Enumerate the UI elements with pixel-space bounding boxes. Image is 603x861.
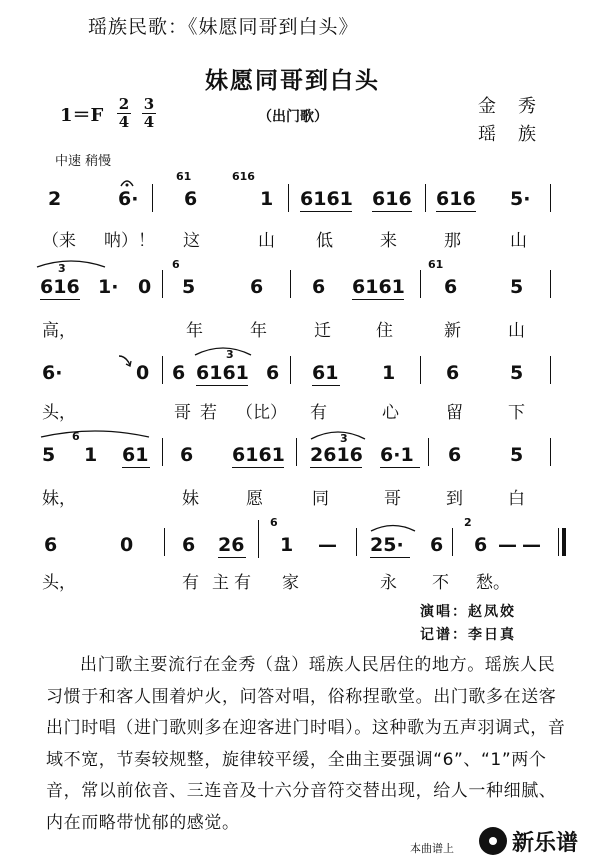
note: — — [498, 534, 517, 556]
barline — [290, 270, 291, 298]
grace-note: 61 — [428, 258, 444, 271]
note: 6 — [474, 534, 488, 556]
grace-note: 61 — [176, 170, 192, 183]
note: 1· — [98, 276, 119, 298]
underline — [312, 385, 340, 386]
note: 5· — [510, 188, 531, 210]
underline — [352, 299, 404, 300]
note: 1 — [382, 362, 396, 384]
barline — [452, 528, 453, 556]
fermata-icon — [120, 178, 134, 188]
lyric: 到 — [446, 489, 463, 509]
note: 5 — [510, 362, 524, 384]
underline — [40, 299, 80, 300]
lyric: （比） — [236, 403, 287, 423]
note: 0 — [138, 276, 152, 298]
lyric: 来 — [380, 231, 397, 251]
barline — [550, 356, 551, 384]
notation-row-5 — [0, 514, 603, 594]
lyric: 这 — [183, 231, 200, 251]
barline — [550, 438, 551, 466]
note: 25· — [370, 534, 404, 556]
note: 6· — [118, 188, 139, 210]
tempo-marking: 中速 稍慢 — [55, 154, 112, 169]
slur — [194, 344, 252, 356]
lyric: 山 — [258, 231, 275, 251]
time-signature-2-4 — [116, 96, 132, 131]
description-paragraph: 出门歌主要流行在金秀（盘）瑶族人民居住的地方。瑶族人民习惯于和客人围着炉火，问答对唱，俗称捏歌堂。出门歌多在送客出门时唱（进门歌则多在迎客进门时唱）。这种歌为五声羽调式，音域不宽，节奏较规整，旋律较平缓，全曲主要强调“6”、“1”两个音，常以前依音、三连音及十六分音符交替出现，给人一种细腻、内在而略带忧郁的感觉。 — [46, 655, 566, 833]
lyric: 同 — [312, 489, 329, 509]
note: 6161 — [300, 188, 353, 210]
triplet-mark: 3 — [340, 432, 348, 445]
note: 616 — [40, 276, 80, 298]
origin-people: 瑶族 — [478, 124, 558, 145]
barline — [162, 438, 163, 466]
barline — [550, 184, 551, 212]
final-barline-thin — [558, 528, 559, 556]
barline — [162, 356, 163, 384]
lyric: 白 — [508, 489, 525, 509]
note: 6·1 — [380, 444, 414, 466]
lyric: 有 — [310, 403, 327, 423]
lyric: 有 — [234, 573, 251, 593]
barline — [420, 356, 421, 384]
origin-place: 金秀 — [478, 96, 558, 117]
lyric: 低 — [316, 231, 333, 251]
lyric: 高， — [42, 321, 76, 341]
note: 6161 — [232, 444, 285, 466]
lyric: 那 — [444, 231, 461, 251]
note: 616 — [372, 188, 412, 210]
lyric: 年 — [186, 321, 203, 341]
slur — [36, 258, 106, 268]
lyric: 若 — [200, 403, 217, 423]
note: 6 — [184, 188, 198, 210]
lyric: 有 — [182, 573, 199, 593]
notation-row-4 — [0, 426, 603, 509]
slur — [40, 428, 150, 438]
underline — [122, 467, 150, 468]
lyric: 下 — [508, 403, 525, 423]
note: 5 — [510, 276, 524, 298]
barline — [425, 184, 426, 212]
lyric: 头， — [42, 403, 76, 423]
glide-arrow-icon — [118, 354, 134, 368]
underline — [218, 557, 246, 558]
lyric: 年 — [250, 321, 267, 341]
time-signature-denominator: 4 — [143, 113, 155, 131]
note: 61 — [122, 444, 149, 466]
key-signature: 1＝F — [60, 105, 104, 126]
grace-note: 2 — [464, 516, 472, 529]
note: 6161 — [352, 276, 405, 298]
note: 0 — [120, 534, 134, 556]
lyric: 新 — [444, 321, 461, 341]
grace-note: 616 — [232, 170, 255, 183]
lyric: 妹 — [182, 489, 199, 509]
note: 6 — [446, 362, 460, 384]
note: 6 — [44, 534, 58, 556]
lyric: 主 — [212, 573, 229, 593]
singer-credit: 演唱：赵凤姣 — [420, 604, 516, 620]
notation-row-1 — [0, 170, 603, 258]
note: 5 — [42, 444, 56, 466]
lyric: 迁 — [314, 321, 331, 341]
collection-title: 瑶族民歌：《妹愿同哥到白头》 — [88, 16, 359, 38]
note: 6 — [444, 276, 458, 298]
grace-note: 6 — [270, 516, 278, 529]
triplet-mark: 3 — [226, 348, 234, 361]
source-note: 本曲谱上 — [410, 842, 454, 855]
note: 5 — [182, 276, 196, 298]
underline — [300, 211, 352, 212]
underline — [370, 557, 410, 558]
slur — [370, 522, 416, 532]
record-disc-icon — [479, 827, 507, 855]
lyric: 呐）！ — [104, 231, 155, 251]
note: 6 — [172, 362, 186, 384]
lyric: 住 — [376, 321, 393, 341]
note: 6 — [182, 534, 196, 556]
grace-note: 6 — [72, 430, 80, 443]
note: 2 — [48, 188, 62, 210]
barline — [290, 356, 291, 384]
note: — — [318, 534, 337, 556]
note: 1 — [260, 188, 274, 210]
time-signature-3-4 — [141, 96, 157, 131]
lyric: 山 — [508, 321, 525, 341]
note: 6 — [180, 444, 194, 466]
song-title: 妹愿同哥到白头 — [205, 68, 380, 94]
barline — [550, 270, 551, 298]
note: 1 — [84, 444, 98, 466]
note: 6 — [430, 534, 444, 556]
barline — [288, 184, 289, 212]
lyric: 愿 — [246, 489, 263, 509]
note: 616 — [436, 188, 476, 210]
lyric: （来 — [42, 231, 76, 251]
note: 6161 — [196, 362, 249, 384]
note: 26 — [218, 534, 245, 556]
lyric: 哥 — [384, 489, 401, 509]
note: 6 — [266, 362, 280, 384]
grace-note: 6 — [172, 258, 180, 271]
barline — [420, 270, 421, 298]
notation-row-3 — [0, 346, 603, 426]
barline — [428, 438, 429, 466]
lyric: 不 — [432, 573, 449, 593]
lyric: 哥 — [174, 403, 191, 423]
barline — [258, 520, 259, 558]
lyric: 心 — [382, 403, 399, 423]
underline — [372, 211, 412, 212]
note: 0 — [136, 362, 150, 384]
time-signature-numerator: 3 — [143, 95, 155, 113]
barline — [356, 528, 357, 556]
barline — [162, 270, 163, 298]
lyric: 留 — [446, 403, 463, 423]
note: 61 — [312, 362, 339, 384]
note: 6 — [312, 276, 326, 298]
note: 6 — [448, 444, 462, 466]
slur — [310, 428, 366, 440]
lyric: 妹， — [42, 489, 76, 509]
underline — [310, 467, 362, 468]
lyric: 头， — [42, 573, 76, 593]
underline — [436, 211, 476, 212]
barline — [152, 184, 153, 212]
note: 1 — [280, 534, 294, 556]
underline — [232, 467, 284, 468]
transcriber-credit: 记谱：李日真 — [420, 627, 516, 643]
final-barline-thick — [562, 528, 566, 556]
note: 2616 — [310, 444, 363, 466]
barline — [164, 528, 165, 556]
note: 6 — [250, 276, 264, 298]
note: 6· — [42, 362, 63, 384]
lyric: 愁。 — [476, 573, 510, 593]
triplet-mark: 3 — [58, 262, 66, 275]
lyric: 永 — [380, 573, 397, 593]
note: — — [522, 534, 541, 556]
notation-row-2 — [0, 258, 603, 341]
underline — [196, 385, 248, 386]
time-signature-denominator: 4 — [118, 113, 130, 131]
lyric: 家 — [282, 573, 299, 593]
lyric: 山 — [510, 231, 527, 251]
underline — [380, 467, 420, 468]
site-logo: 新乐谱 — [512, 831, 579, 856]
barline — [296, 438, 297, 466]
time-signature-numerator: 2 — [118, 95, 130, 113]
song-subtitle: （出门歌） — [258, 109, 328, 125]
note: 5 — [510, 444, 524, 466]
